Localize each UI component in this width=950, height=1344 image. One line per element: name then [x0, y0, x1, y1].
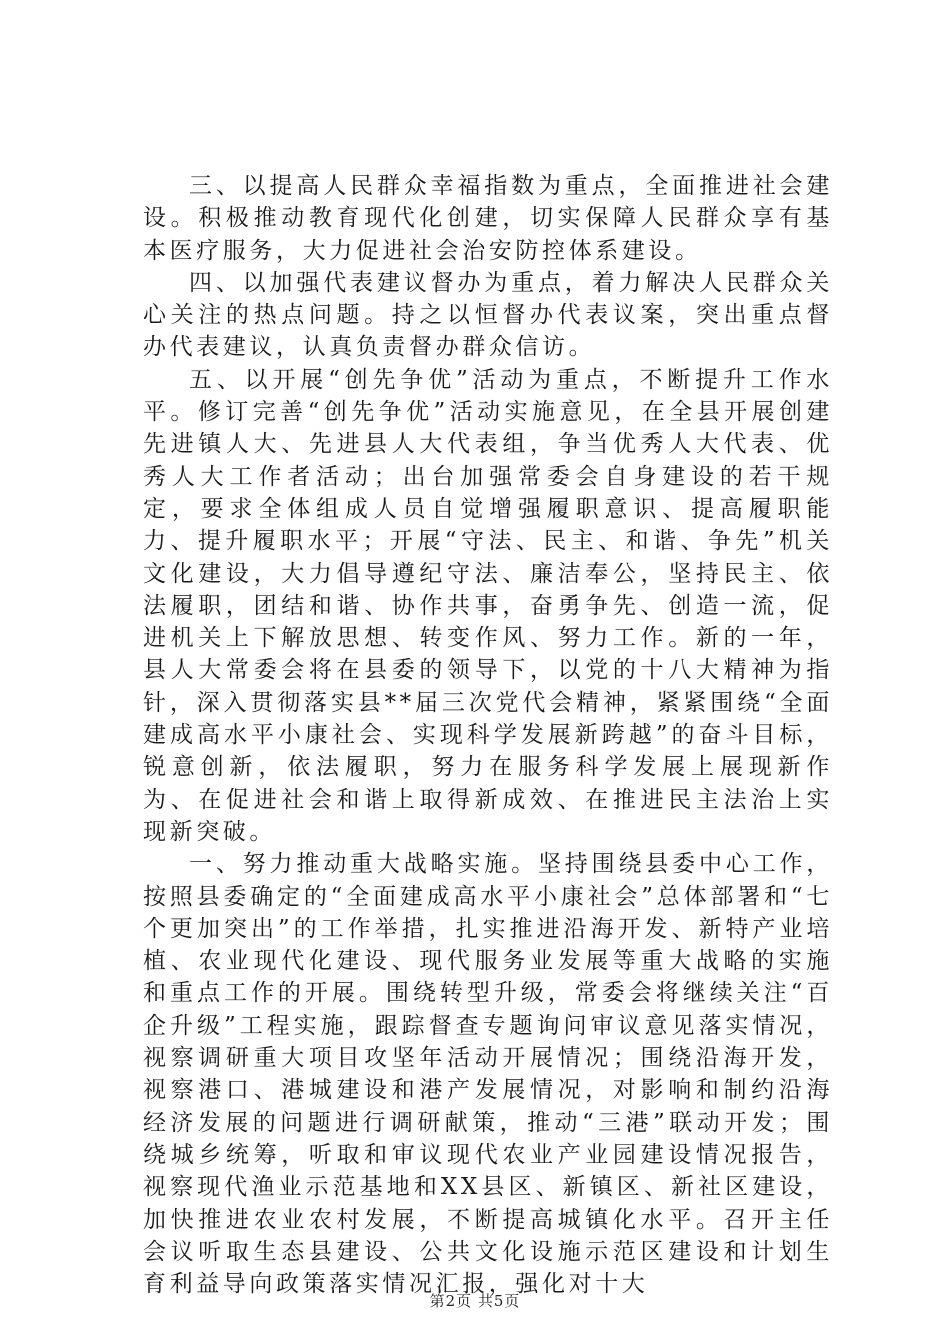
paragraph-deputy-suggestions: 四、以加强代表建议督办为重点，着力解决人民群众关心关注的热点问题。持之以恒督办代表议案，突出重点督办代表建议，认真负责督办群众信访。: [143, 269, 833, 361]
paragraph-major-strategies: 一、努力推动重大战略实施。坚持围绕县委中心工作，按照县委确定的“全面建成高水平小康社会”总体部署和“七个更加突出”的工作举措，扎实推进沿海开发、新特产业培植、农业现代化建设、现代服务业发展等重大战略的实施和重点工作的开展。围绕转型升级，常委会将继续关注“百企升级”工程实施，跟踪督查专题询问审议意见落实情况，视察调研重大项目攻坚年活动开展情况；围绕沿海开发，视察港口、港城建设和港产发展情况，对影响和制约沿海经济发展的问题进行调研献策，推动“三港”联动开发；围绕城乡统筹，听取和审议现代农业产业园建设情况报告，视察现代渔业示范基地和XX县区、新镇区、新社区建设，加快推进农业农村发展，不断提高城镇化水平。召开主任会议听取生态县建设、公共文化设施示范区建设和计划生育利益导向政策落实情况汇报，强化对十大: [143, 851, 833, 1298]
page-number-footer: 第2页 共5页: [429, 1292, 521, 1310]
document-body: [143, 170, 833, 1300]
paragraph-excellence-campaign: 五、以开展“创先争优”活动为重点，不断提升工作水平。修订完善“创先争优”活动实施意见，在全县开展创建先进镇人大、先进县人大代表组，争当优秀人大代表、优秀人大工作者活动；出台加强常委会自身建设的若干规定，要求全体组成人员自觉增强履职意识、提高履职能力、提升履职水平；开展“守法、民主、和谐、争先”机关文化建设，大力倡导遵纪守法、廉洁奉公，坚持民主、依法履职，团结和谐、协作共事，奋勇争先、创造一流，促进机关上下解放思想、转变作风、努力工作。新的一年，县人大常委会将在县委的领导下，以党的十八大精神为指针，深入贯彻落实县**届三次党代会精神，紧紧围绕“全面建成高水平小康社会、实现科学发展新跨越”的奋斗目标，锐意创新，依法履职，努力在服务科学发展上展现新作为、在促进社会和谐上取得新成效、在推进民主法治上实现新突破。: [143, 366, 833, 845]
paragraph-social-construction: 三、以提高人民群众幸福指数为重点，全面推进社会建设。积极推动教育现代化创建，切实保障人民群众享有基本医疗服务，大力促进社会治安防控体系建设。: [143, 173, 833, 264]
